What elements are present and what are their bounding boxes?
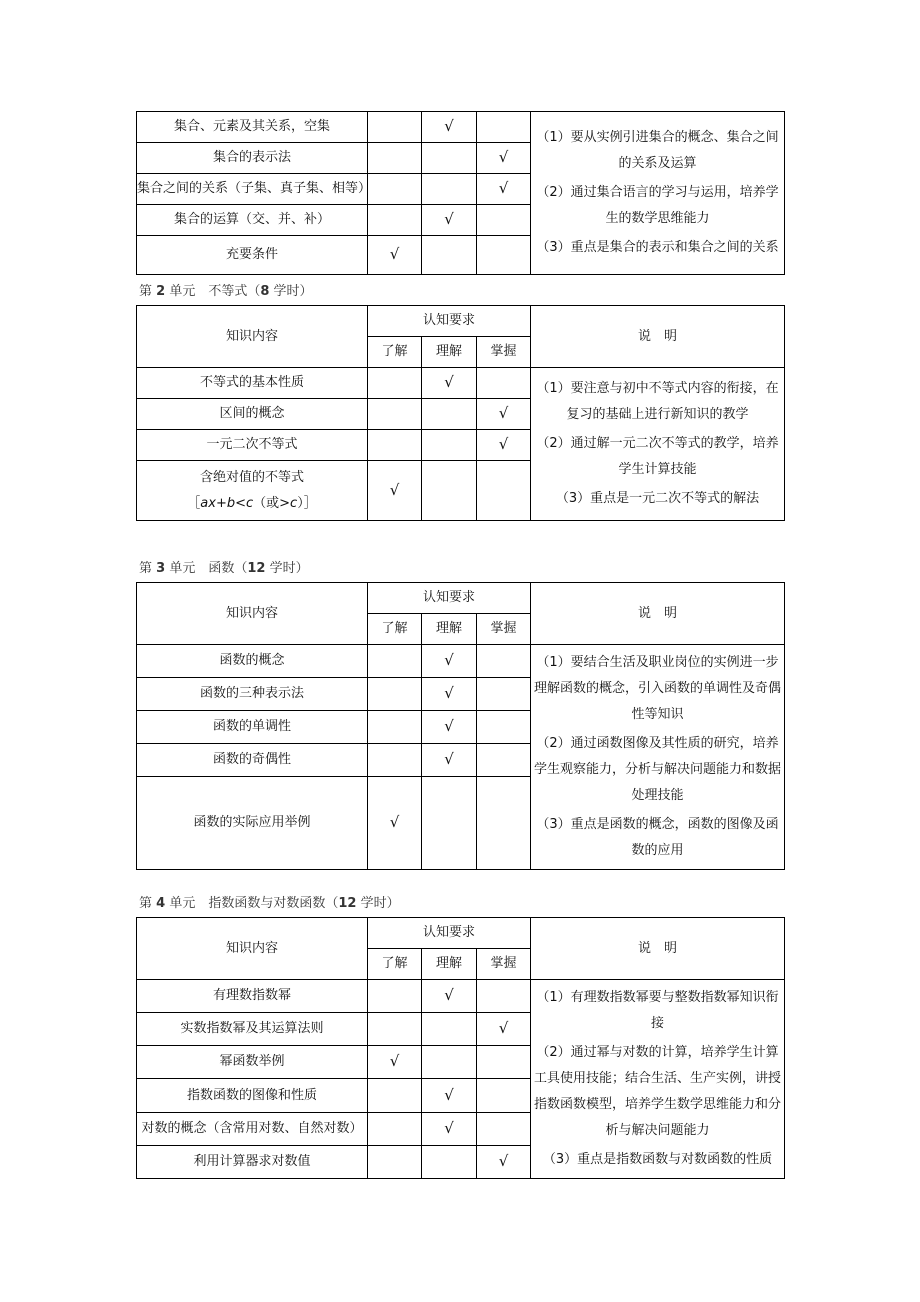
table-row [137,112,785,143]
header-content: 知识内容 [137,306,368,368]
note-cell [531,368,785,521]
level-cell [477,461,531,521]
level-cell [477,711,531,744]
level-cell [368,368,422,399]
knowledge-content: 函数的三种表示法 [137,678,368,711]
header-row [137,306,785,337]
unit3-caption: 第 3 单元 函数（12 学时） [139,561,309,576]
table-row [137,645,785,678]
unit4-table-block [136,917,784,1179]
level-cell [368,744,422,777]
level-cell [477,205,531,236]
check-mark: √ [444,373,454,391]
level-cell [477,777,531,870]
level-cell [477,980,531,1013]
knowledge-content: 有理数指数幂 [137,980,368,1013]
level-cell [368,174,422,205]
level-cell [368,143,422,174]
level-cell [477,678,531,711]
knowledge-content: 利用计算器求对数值 [137,1145,368,1178]
level-cell [477,744,531,777]
note-item: （3）重点是指数函数与对数函数的性质 [542,1152,773,1167]
knowledge-content: 指数函数的图像和性质 [137,1079,368,1112]
note-item: （3）重点是函数的概念，函数的图像及函数的应用 [536,817,779,858]
unit4-caption: 第 4 单元 指数函数与对数函数（12 学时） [139,896,400,911]
header-master: 掌握 [477,949,531,980]
knowledge-content: 不等式的基本性质 [137,368,368,399]
note-cell [531,980,785,1179]
table-row [137,368,785,399]
header-understand: 了解 [368,614,422,645]
level-cell [422,1145,477,1178]
abs-bracket-open: ［ [187,495,201,511]
unit2-table-block [136,305,784,521]
knowledge-content: 区间的概念 [137,399,368,430]
level-cell [477,1079,531,1112]
level-cell [368,980,422,1013]
header-comprehend: 理解 [422,337,477,368]
unit1-table [136,111,785,275]
level-cell [368,1013,422,1046]
level-cell [422,205,477,236]
check-mark: √ [444,651,454,670]
level-cell [477,1145,531,1178]
level-cell [368,399,422,430]
knowledge-content: 函数的奇偶性 [137,744,368,777]
knowledge-content: 集合、元素及其关系，空集 [137,112,368,143]
header-understand: 了解 [368,337,422,368]
level-cell [422,645,477,678]
check-mark: √ [444,1085,454,1104]
level-cell [368,205,422,236]
abs-cond: （或> [253,495,291,511]
level-cell [368,678,422,711]
level-cell [368,1046,422,1079]
level-cell [422,980,477,1013]
knowledge-content: 集合之间的关系（子集、真子集、相等） [137,174,368,205]
level-cell [477,645,531,678]
check-mark: √ [498,435,509,453]
knowledge-content: 函数的概念 [137,645,368,678]
header-master: 掌握 [477,337,531,368]
note-item: （1）要从实例引进集合的概念、集合之间的关系及运算 [536,130,779,171]
level-cell [477,1112,531,1145]
header-note: 说 明 [531,918,785,980]
knowledge-content: 幂函数举例 [137,1046,368,1079]
level-cell [422,1112,477,1145]
level-cell [477,368,531,399]
note-item: （1）要注意与初中不等式内容的衔接，在复习的基础上进行新知识的教学 [536,381,779,422]
header-requirement: 认知要求 [368,306,531,337]
header-row [137,583,785,614]
header-content: 知识内容 [137,583,368,645]
header-understand: 了解 [368,949,422,980]
unit3-table-block [136,582,784,870]
table-row [137,980,785,1013]
note-cell [531,645,785,870]
knowledge-content: 一元二次不等式 [137,430,368,461]
header-requirement: 认知要求 [368,918,531,949]
level-cell [422,1046,477,1079]
level-cell [422,236,477,275]
level-cell [422,744,477,777]
knowledge-content: 集合的运算（交、并、补） [137,205,368,236]
unit4-table [136,917,785,1179]
check-mark: √ [389,480,400,499]
unit2-caption: 第 2 单元 不等式（8 学时） [139,284,313,299]
level-cell [422,399,477,430]
note-item: （3）重点是一元二次不等式的解法 [555,491,760,506]
level-cell [368,777,422,870]
level-cell [422,368,477,399]
abs-close: ）］ [297,495,317,511]
unit3-table [136,582,785,870]
header-requirement: 认知要求 [368,583,531,614]
knowledge-content [137,461,368,521]
header-note: 说 明 [531,583,785,645]
level-cell [368,236,422,275]
knowledge-content: 实数指数幂及其运算法则 [137,1013,368,1046]
knowledge-content: 充要条件 [137,236,368,275]
note-item: （2）通过幂与对数的计算，培养学生计算工具使用技能；结合生活、生产实例，讲授指数函数模型，培养学生数学思维能力和分析与解决问题能力 [533,1045,781,1138]
note-item: （2）通过解一元二次不等式的教学，培养学生计算技能 [536,436,779,477]
level-cell [477,1046,531,1079]
level-cell [422,143,477,174]
level-cell [368,1112,422,1145]
level-cell [477,236,531,275]
level-cell [422,711,477,744]
note-item: （2）通过集合语言的学习与运用，培养学生的数学思维能力 [536,185,779,226]
check-mark: √ [498,148,509,166]
knowledge-content: 集合的表示法 [137,143,368,174]
level-cell [422,777,477,870]
header-master: 掌握 [477,614,531,645]
note-item: （3）重点是集合的表示和集合之间的关系 [536,240,779,255]
level-cell [368,430,422,461]
level-cell [368,711,422,744]
note-item: （2）通过函数图像及其性质的研究，培养学生观察能力，分析与解决问题能力和数据处理技能 [533,736,781,803]
level-cell [422,1013,477,1046]
note-item: （1）有理数指数幂要与整数指数幂知识衔接 [536,990,779,1031]
level-cell [477,430,531,461]
level-cell [422,430,477,461]
header-row [137,918,785,949]
unit2-table [136,305,785,521]
check-mark: √ [389,1052,400,1071]
note-item: （1）要结合生活及职业岗位的实例进一步理解函数的概念，引入函数的单调性及奇偶性等知识 [533,655,781,722]
knowledge-content: 函数的实际应用举例 [137,777,368,870]
unit1-table-block [136,111,784,275]
check-mark: √ [389,245,400,263]
check-mark: √ [444,117,454,135]
level-cell [422,174,477,205]
abs-math: ax+b<c [200,495,254,511]
level-cell [477,143,531,174]
knowledge-content: 对数的概念（含常用对数、自然对数） [137,1112,368,1145]
header-comprehend: 理解 [422,614,477,645]
check-mark: √ [444,750,454,769]
check-mark: √ [498,1151,509,1170]
level-cell [477,399,531,430]
header-note: 说 明 [531,306,785,368]
level-cell [368,645,422,678]
level-cell [477,112,531,143]
abs-line1: 含绝对值的不等式 [199,469,304,485]
level-cell [477,174,531,205]
level-cell [368,112,422,143]
check-mark: √ [444,684,454,703]
check-mark: √ [444,210,454,228]
check-mark: √ [444,717,454,736]
header-comprehend: 理解 [422,949,477,980]
check-mark: √ [444,986,454,1005]
check-mark: √ [389,813,400,832]
check-mark: √ [498,1019,509,1038]
knowledge-content: 函数的单调性 [137,711,368,744]
level-cell [477,1013,531,1046]
note-cell [531,112,785,275]
level-cell [422,678,477,711]
check-mark: √ [444,1118,454,1137]
level-cell [422,1079,477,1112]
level-cell [368,1079,422,1112]
header-content: 知识内容 [137,918,368,980]
level-cell [422,461,477,521]
level-cell [368,461,422,521]
check-mark: √ [498,404,509,422]
abs-math2: c [290,495,298,511]
check-mark: √ [498,179,509,197]
level-cell [422,112,477,143]
level-cell [368,1145,422,1178]
